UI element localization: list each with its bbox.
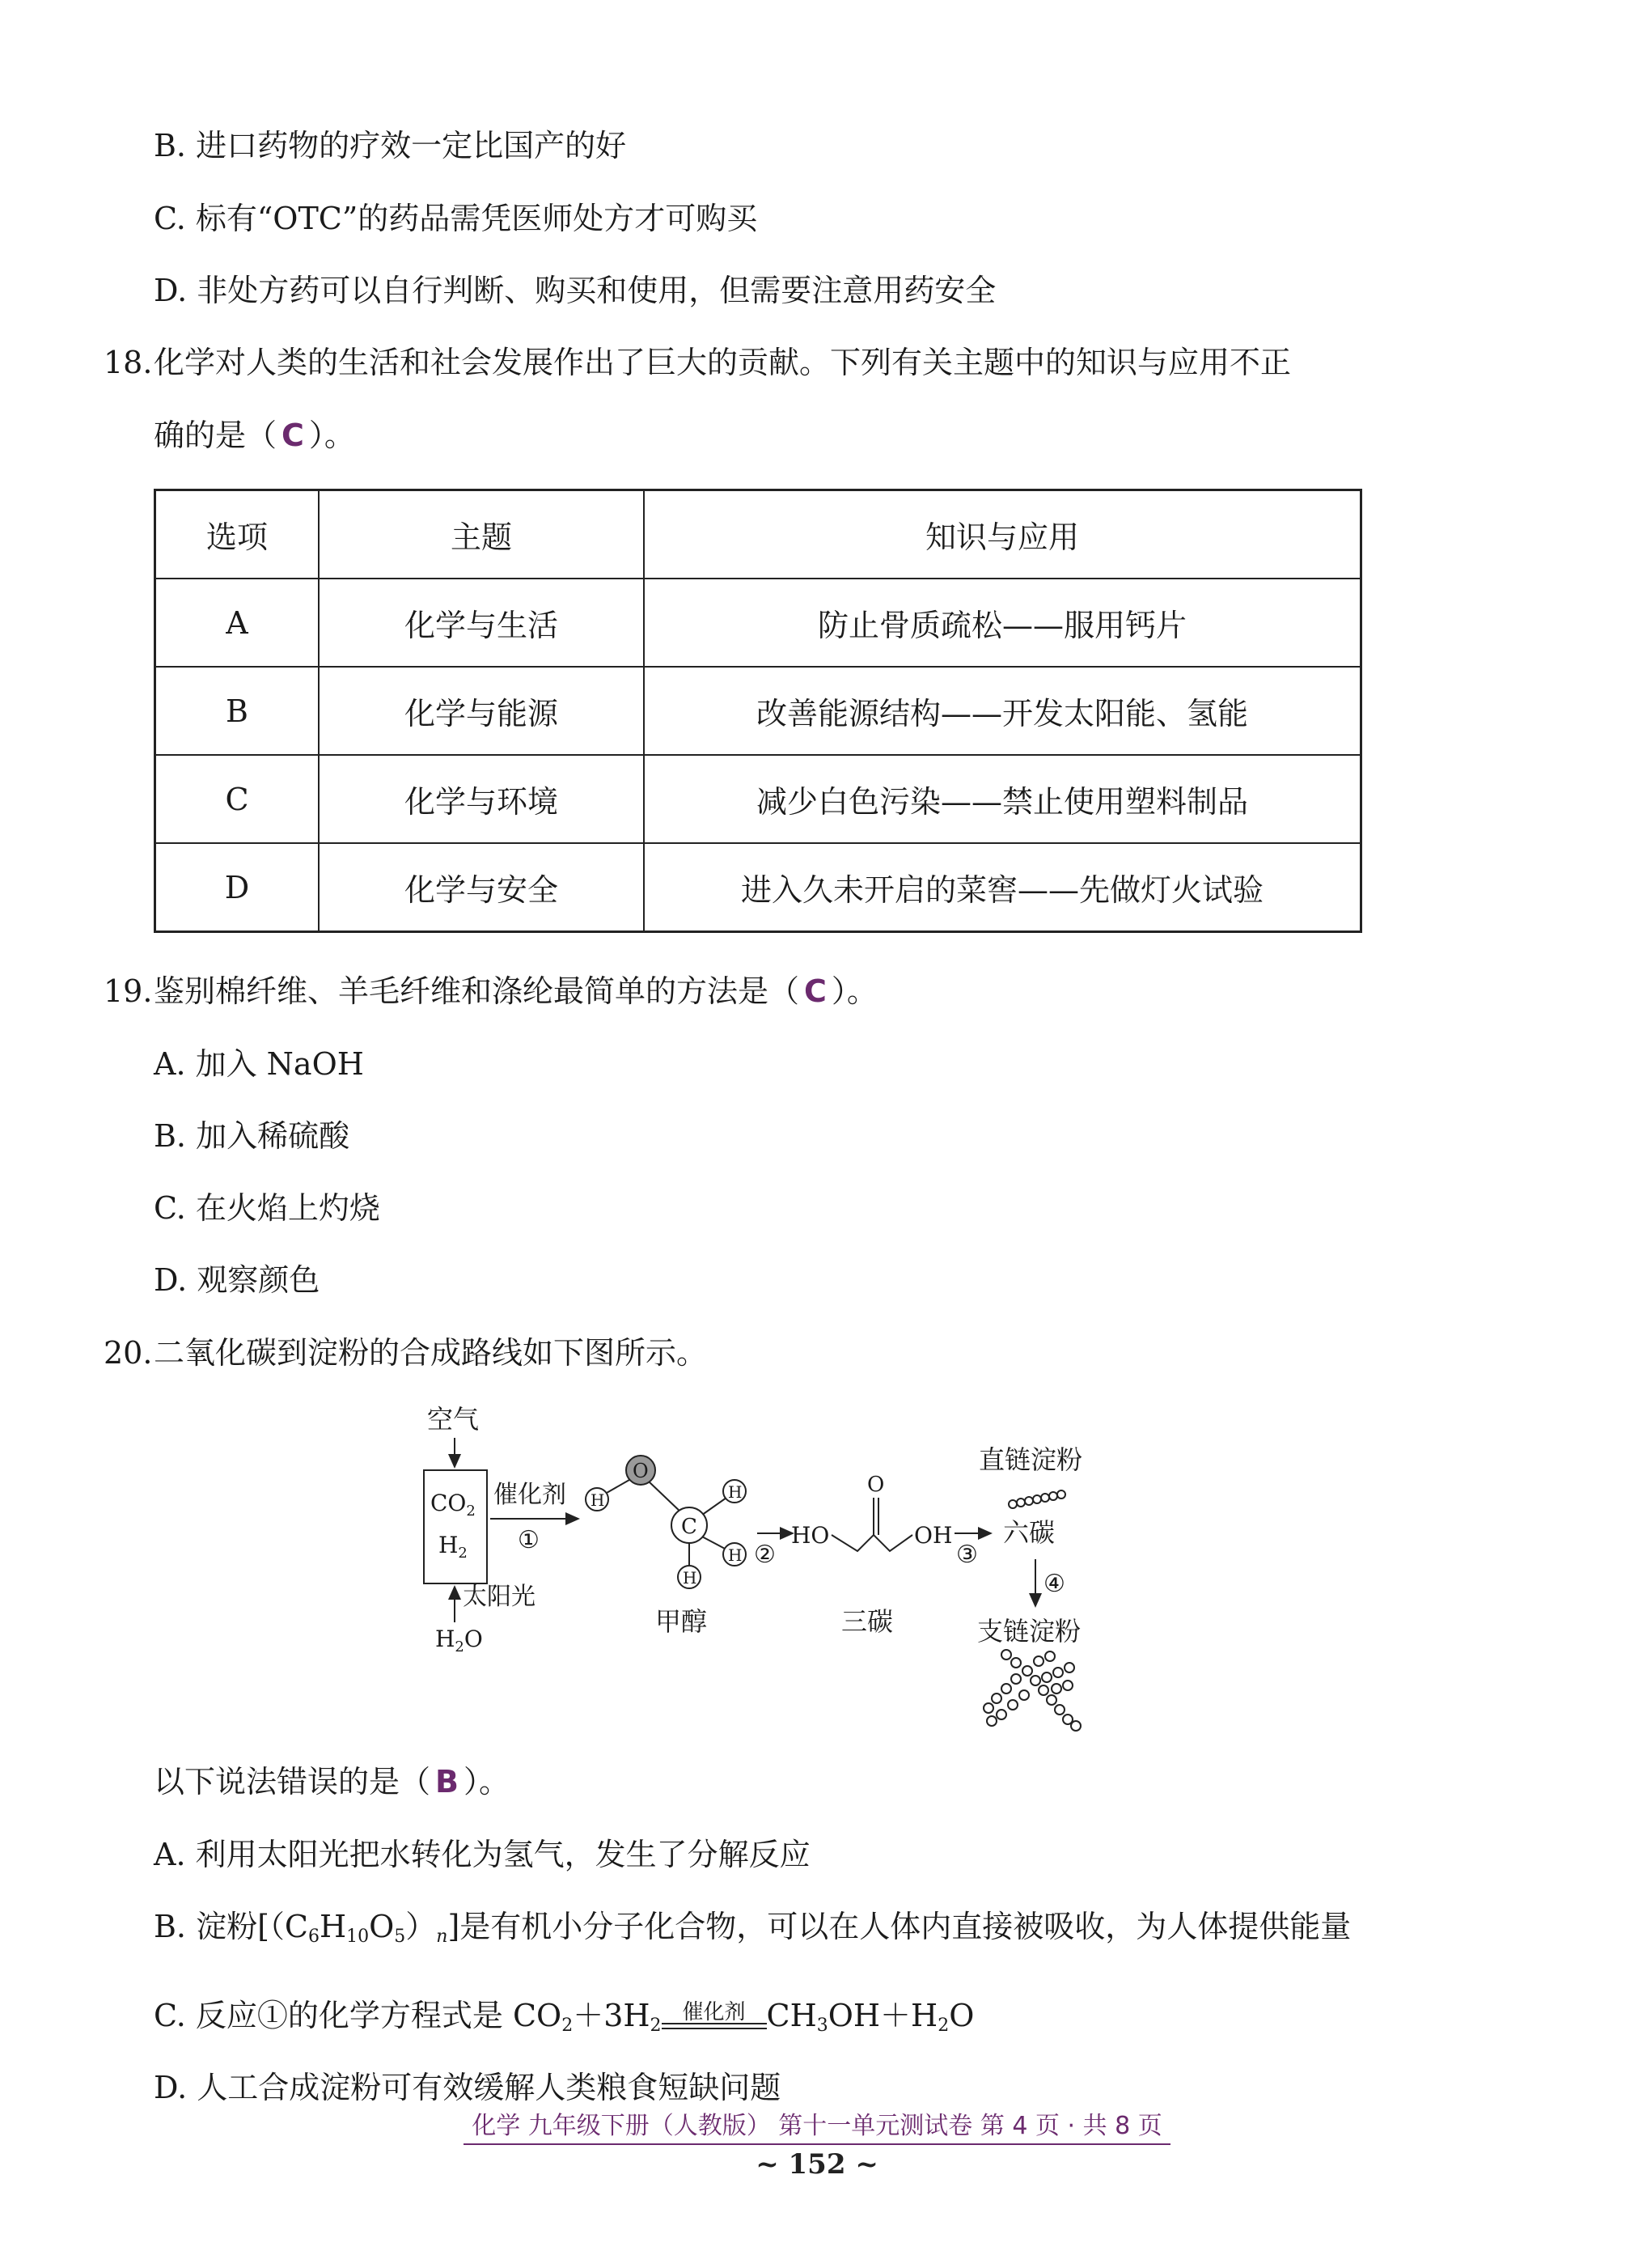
amylopectin-branched-icon — [984, 1650, 1081, 1731]
table-cell: 化学与环境 — [319, 755, 644, 843]
q18-stem-line1: 化学对人类的生活和社会发展作出了巨大的贡献。下列有关主题中的知识与应用不正 — [154, 345, 1292, 380]
tricarbon-o: O — [867, 1473, 885, 1497]
co2-label: $CO_2$ — [430, 1490, 476, 1520]
q20-option-a: A. 利用太阳光把水转化为氢气，发生了分解反应 — [154, 1837, 811, 1872]
q19-option-b: B. 加入稀硫酸 — [154, 1118, 350, 1154]
table-cell: 化学与生活 — [319, 579, 644, 667]
hydrogen-atom — [678, 1566, 701, 1588]
table-row — [155, 667, 1361, 755]
q19-stem-post: ）。 — [831, 973, 878, 1009]
hydrogen-atom — [586, 1488, 608, 1511]
footer-text: 化学 九年级下册（人教版） 第十一单元测试卷 第 4 页 · 共 8 页 — [464, 2112, 1170, 2145]
table-row — [155, 843, 1361, 932]
oxygen-atom — [626, 1456, 655, 1485]
q19-number: 19. — [104, 973, 153, 1009]
q19-stem-pre: 鉴别棉纤维、羊毛纤维和涤纶最简单的方法是（ — [154, 973, 800, 1009]
q19-option-d: D. 观察颜色 — [154, 1262, 320, 1298]
q18-stem-line2 — [154, 415, 355, 456]
q20-prompt — [154, 1761, 510, 1802]
table-cell: B — [155, 667, 320, 755]
svg-text:H: H — [728, 1545, 743, 1565]
starch-synthesis-diagram — [388, 1404, 1116, 1744]
q20-option-b: B. 淀粉$[(C_6H_{10}O_5)_n]$是有机小分子化合物，可以在人体内直接被吸收，为人体提供能量 — [154, 1909, 1352, 1947]
q19-stem — [154, 971, 878, 1011]
q18-answer: C — [282, 418, 304, 453]
tricarbon-label: 三碳 — [841, 1606, 894, 1637]
reactor-box — [424, 1470, 487, 1583]
table-cell: 化学与能源 — [319, 667, 644, 755]
table-row — [155, 579, 1361, 667]
q18-stem-pre: 确的是（ — [154, 418, 277, 453]
svg-text:H: H — [683, 1568, 697, 1588]
q20-stem: 二氧化碳到淀粉的合成路线如下图所示。 — [154, 1335, 708, 1371]
header-cell: 选项 — [155, 490, 320, 579]
amylose-chain-icon — [1009, 1490, 1065, 1508]
hydrogen-atom — [723, 1480, 746, 1503]
h2-label: $H_2$ — [438, 1532, 468, 1562]
table-cell: C — [155, 755, 320, 843]
carbon-atom — [671, 1507, 707, 1543]
header-cell: 主题 — [319, 490, 644, 579]
table-cell: 防止骨质疏松——服用钙片 — [644, 579, 1361, 667]
q20-prompt-pre: 以下说法错误的是（ — [154, 1764, 431, 1800]
catalyst-label: 催化剂 — [493, 1481, 566, 1509]
q17-option-d: D. 非处方药可以自行判断、购买和使用，但需要注意用药安全 — [154, 273, 997, 308]
svg-text:O: O — [633, 1460, 649, 1482]
svg-text:H: H — [591, 1490, 605, 1510]
amylose-label: 直链淀粉 — [979, 1444, 1083, 1475]
q17-option-b: B. 进口药物的疗效一定比国产的好 — [154, 128, 627, 163]
q20-option-c: C. 反应①的化学方程式是 $CO_2+3H_2$ 催化剂 $CH_3OH+H_2O$ — [154, 1995, 974, 2046]
step3-label: ③ — [956, 1541, 978, 1569]
table-cell: 减少白色污染——禁止使用塑料制品 — [644, 755, 1361, 843]
q20-answer: B — [435, 1764, 459, 1800]
tricarbon-oh: OH — [914, 1522, 953, 1549]
step2-label: ② — [754, 1541, 776, 1569]
air-label: 空气 — [427, 1404, 480, 1435]
hexacarbon-label: 六碳 — [1003, 1517, 1056, 1548]
q19-answer: C — [804, 973, 827, 1009]
q18-number: 18. — [104, 345, 153, 380]
table-cell: 进入久未开启的菜窖——先做灯火试验 — [644, 843, 1361, 932]
table-cell: D — [155, 843, 320, 932]
tricarbon-ho: HO — [791, 1522, 830, 1549]
table-cell: 改善能源结构——开发太阳能、氢能 — [644, 667, 1361, 755]
q18-stem-post: ）。 — [308, 418, 355, 453]
amylopectin-label: 支链淀粉 — [977, 1616, 1082, 1647]
table-cell: 化学与安全 — [319, 843, 644, 932]
hydrogen-atom — [723, 1543, 746, 1566]
table-row — [155, 755, 1361, 843]
svg-text:H: H — [728, 1482, 743, 1502]
table-cell: A — [155, 579, 320, 667]
q20-option-d: D. 人工合成淀粉可有效缓解人类粮食短缺问题 — [154, 2070, 781, 2105]
svg-text:C: C — [681, 1515, 697, 1539]
q20-number: 20. — [104, 1335, 153, 1371]
q17-option-c: C. 标有“OTC”的药品需凭医师处方才可购买 — [154, 201, 758, 236]
q19-option-c: C. 在火焰上灼烧 — [154, 1190, 380, 1226]
step1-label: ① — [518, 1526, 540, 1554]
table-header-row — [155, 490, 1361, 579]
q19-option-a: A. 加入 NaOH — [154, 1046, 364, 1082]
step4-label: ④ — [1043, 1570, 1065, 1598]
catalyst-equals-sign: 催化剂 — [662, 1999, 767, 2039]
page-footer — [0, 2105, 1634, 2141]
q20-prompt-post: ）。 — [463, 1764, 510, 1800]
header-cell: 知识与应用 — [644, 490, 1361, 579]
page-number: ~ 152 ~ — [756, 2148, 878, 2181]
sunlight-label: 太阳光 — [463, 1583, 535, 1611]
h2o-label: $H_2O$ — [435, 1626, 483, 1655]
q18-options-table — [154, 489, 1362, 933]
methanol-label: 甲醇 — [655, 1606, 708, 1637]
